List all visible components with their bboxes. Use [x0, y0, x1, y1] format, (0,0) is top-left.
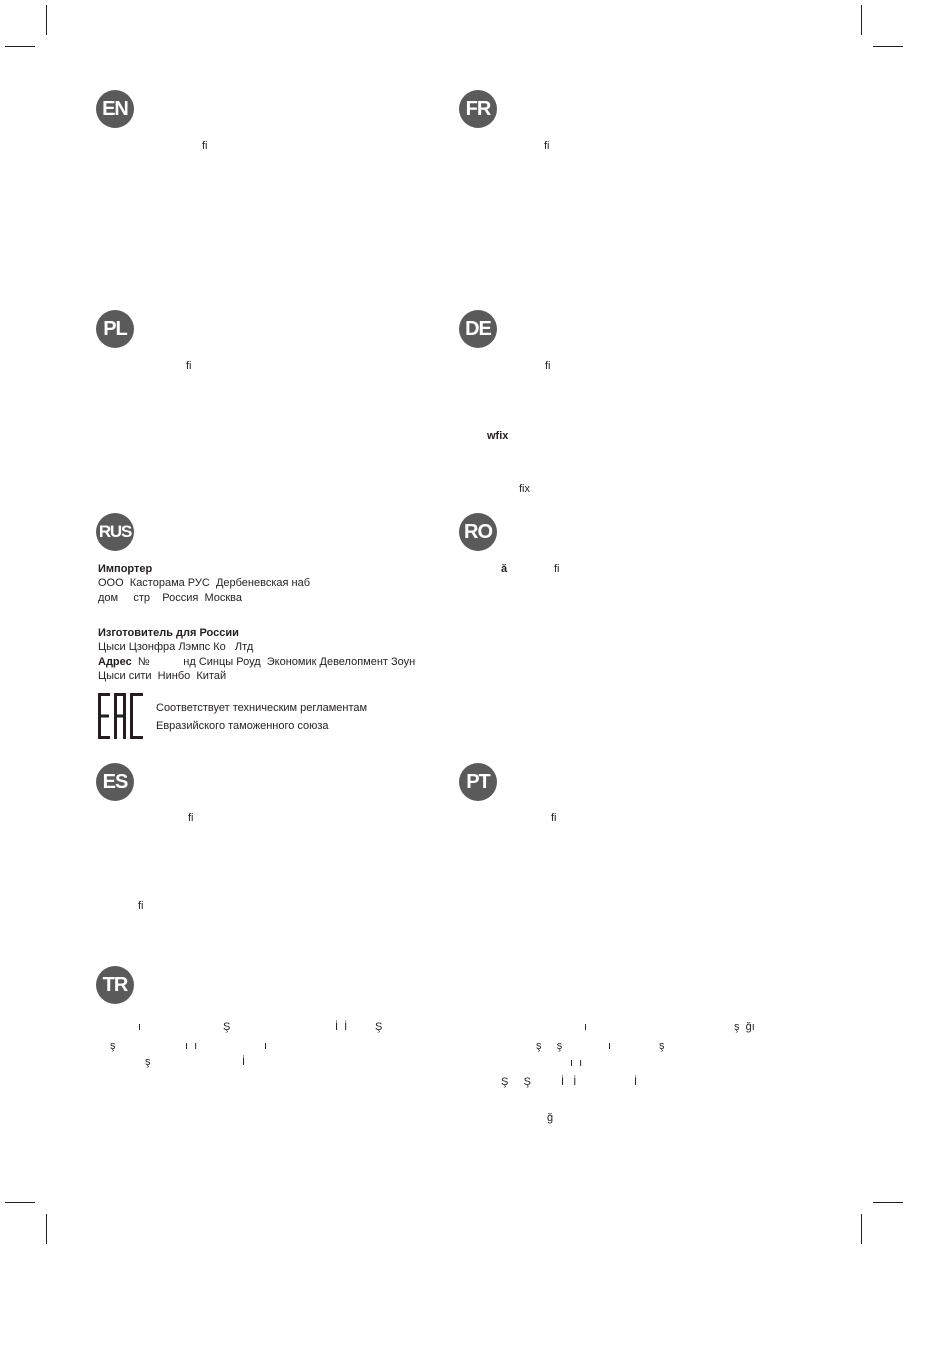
- rus-manufacturer-line: Цыси Цзонфра Лэмпс Ко Лтд: [98, 641, 254, 653]
- rus-importer-label: Импортер: [98, 563, 153, 575]
- crop-mark: [861, 5, 862, 35]
- de-fragment-bold: wfix: [487, 430, 509, 442]
- tr-fragment: ı: [264, 1040, 268, 1052]
- rus-importer-line: дом стр Россия Москва: [98, 592, 242, 604]
- crop-mark: [873, 1202, 903, 1203]
- tr-fragment: ş ş: [536, 1040, 563, 1052]
- language-badge-pl: PL: [96, 310, 134, 348]
- de-fragment: fix: [519, 483, 530, 495]
- rus-manufacturer-label: Изготовитель для России: [98, 627, 239, 639]
- eac-compliance-text: Евразийского таможенного союза: [156, 720, 329, 732]
- tr-fragment: ş: [110, 1040, 116, 1052]
- tr-fragment: İ: [634, 1076, 638, 1088]
- tr-fragment: ş: [145, 1056, 151, 1068]
- rus-address-line: № нд Синцы Роуд Экономик Девелопмент Зоун: [131, 656, 416, 668]
- language-badge-tr: TR: [96, 966, 134, 1004]
- language-badge-fr: FR: [459, 90, 497, 128]
- fr-fragment: fi: [544, 140, 550, 152]
- tr-fragment: ı ı: [185, 1040, 198, 1052]
- es-fragment: fi: [138, 900, 144, 912]
- tr-fragment: ı: [608, 1040, 612, 1052]
- crop-mark: [5, 1202, 35, 1203]
- en-fragment: fi: [202, 140, 208, 152]
- tr-fragment: İ İ: [561, 1076, 577, 1088]
- eac-compliance-text: Соответствует техническим регламентам: [156, 702, 368, 714]
- tr-fragment: ı: [584, 1021, 588, 1033]
- tr-fragment: ş: [659, 1040, 665, 1052]
- tr-fragment: ş ğı: [734, 1021, 755, 1033]
- tr-fragment: İ İ: [335, 1021, 348, 1033]
- language-badge-rus: RUS: [96, 513, 134, 551]
- language-badge-pt: PT: [459, 763, 497, 801]
- crop-mark: [46, 5, 47, 35]
- language-badge-ro: RO: [459, 513, 497, 551]
- tr-fragment: Ş: [375, 1021, 383, 1033]
- rus-address-label: Адрес: [98, 656, 132, 668]
- pt-fragment: fi: [551, 812, 557, 824]
- tr-fragment: ğ: [547, 1112, 554, 1124]
- crop-mark: [5, 46, 35, 47]
- crop-mark: [46, 1214, 47, 1244]
- tr-fragment: ı ı: [570, 1057, 583, 1069]
- crop-mark: [861, 1214, 862, 1244]
- tr-fragment: İ: [242, 1056, 246, 1068]
- tr-fragment: ı: [138, 1021, 142, 1033]
- pl-fragment: fi: [186, 360, 192, 372]
- crop-mark: [873, 46, 903, 47]
- tr-fragment: Ş: [223, 1021, 231, 1033]
- es-fragment: fi: [188, 812, 194, 824]
- language-badge-en: EN: [96, 90, 134, 128]
- language-badge-de: DE: [459, 310, 497, 348]
- rus-importer-line: ООО Касторама РУС Дербеневская наб: [98, 577, 311, 589]
- ro-fragment-bold: ă: [501, 563, 508, 575]
- rus-address-line: Цыси сити Нинбо Китай: [98, 670, 227, 682]
- rus-address-row: [98, 655, 415, 669]
- ro-fragment: fi: [554, 563, 560, 575]
- language-badge-es: ES: [96, 763, 134, 801]
- eac-logo: [98, 693, 144, 739]
- de-fragment: fi: [545, 360, 551, 372]
- tr-fragment: Ş Ş: [501, 1076, 531, 1088]
